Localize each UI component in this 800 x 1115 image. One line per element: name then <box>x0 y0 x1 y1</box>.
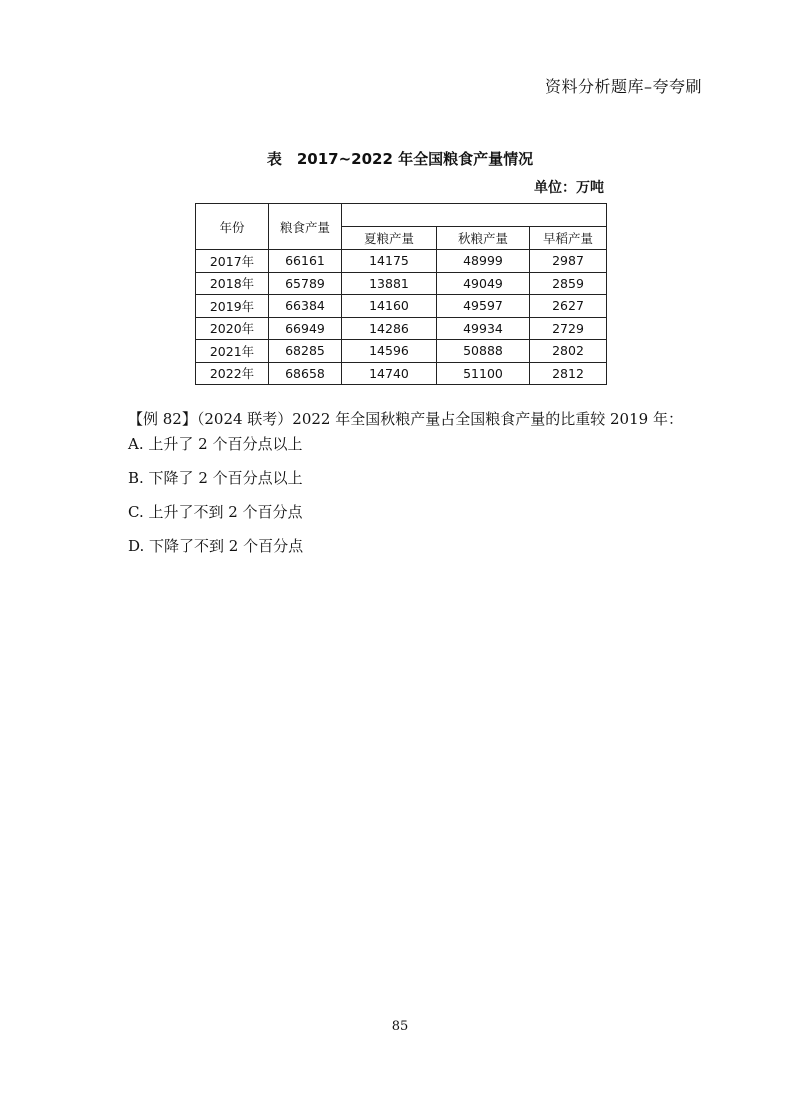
table-row <box>196 250 607 273</box>
cell-summer: 14596 <box>342 340 437 363</box>
cell-year: 2017年 <box>196 250 269 273</box>
cell-year: 2021年 <box>196 340 269 363</box>
cell-year: 2022年 <box>196 362 269 385</box>
cell-grain: 66949 <box>269 317 342 340</box>
table-row <box>196 362 607 385</box>
cell-autumn: 48999 <box>437 250 530 273</box>
question-stem: 【例 82】（2024 联考）2022 年全国秋粮产量占全国粮食产量的比重较 2019 年： <box>128 410 683 428</box>
header-summer: 夏粮产量 <box>342 227 437 250</box>
cell-autumn: 49049 <box>437 272 530 295</box>
cell-grain: 66161 <box>269 250 342 273</box>
cell-grain: 68285 <box>269 340 342 363</box>
table-row <box>196 317 607 340</box>
cell-grain: 68658 <box>269 362 342 385</box>
cell-summer: 14740 <box>342 362 437 385</box>
cell-grain: 65789 <box>269 272 342 295</box>
cell-autumn: 49934 <box>437 317 530 340</box>
table-title: 表 2017~2022 年全国粮食产量情况 <box>266 150 534 168</box>
cell-year: 2020年 <box>196 317 269 340</box>
table-row <box>196 272 607 295</box>
option-c: C. 上升了不到 2 个百分点 <box>128 503 303 521</box>
header-year: 年份 <box>196 204 269 250</box>
cell-autumn: 49597 <box>437 295 530 318</box>
grain-production-table <box>195 203 607 385</box>
table-unit: 单位：万吨 <box>534 180 604 196</box>
cell-grain: 66384 <box>269 295 342 318</box>
option-a: A. 上升了 2 个百分点以上 <box>128 435 303 453</box>
cell-early-rice: 2987 <box>530 250 607 273</box>
option-b: B. 下降了 2 个百分点以上 <box>128 469 303 487</box>
table-row <box>196 295 607 318</box>
cell-autumn: 51100 <box>437 362 530 385</box>
cell-early-rice: 2812 <box>530 362 607 385</box>
table-row <box>196 340 607 363</box>
cell-year: 2018年 <box>196 272 269 295</box>
header-spacer <box>342 204 607 227</box>
cell-early-rice: 2729 <box>530 317 607 340</box>
page-number: 85 <box>391 1019 409 1034</box>
cell-summer: 14175 <box>342 250 437 273</box>
cell-early-rice: 2802 <box>530 340 607 363</box>
cell-summer: 13881 <box>342 272 437 295</box>
header-autumn: 秋粮产量 <box>437 227 530 250</box>
option-d: D. 下降了不到 2 个百分点 <box>128 537 304 555</box>
cell-summer: 14286 <box>342 317 437 340</box>
header-grain: 粮食产量 <box>269 204 342 250</box>
cell-early-rice: 2627 <box>530 295 607 318</box>
cell-early-rice: 2859 <box>530 272 607 295</box>
cell-year: 2019年 <box>196 295 269 318</box>
header-early-rice: 早稻产量 <box>530 227 607 250</box>
page-header-title: 资料分析题库–夸夸刷 <box>544 77 702 96</box>
cell-autumn: 50888 <box>437 340 530 363</box>
cell-summer: 14160 <box>342 295 437 318</box>
